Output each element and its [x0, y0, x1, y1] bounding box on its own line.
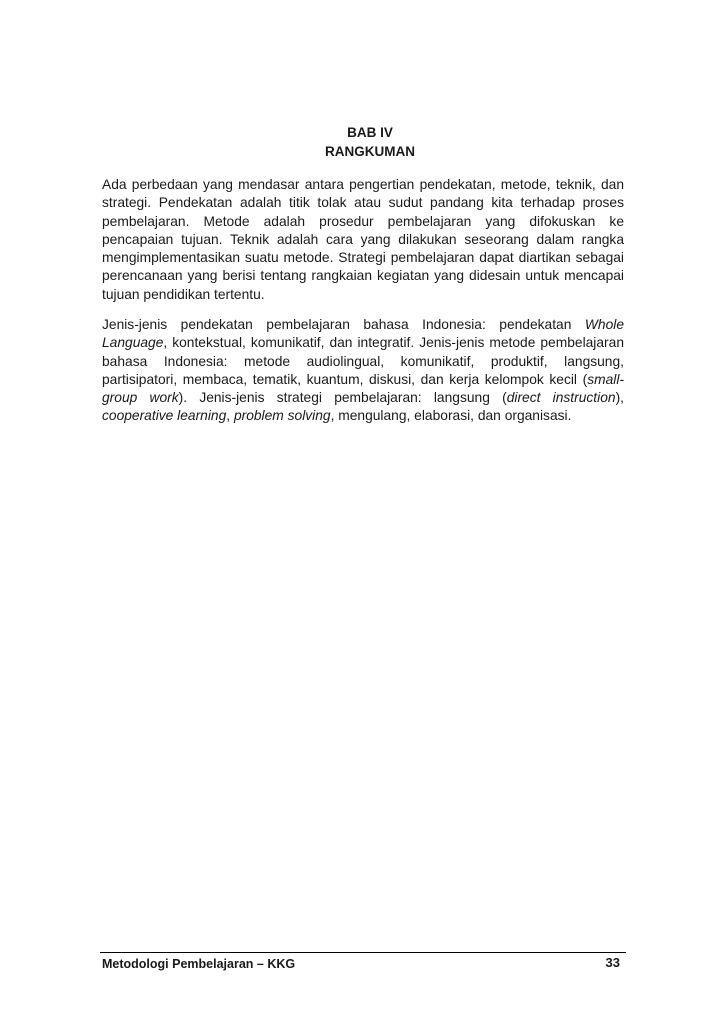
summary-paragraph-2: [102, 316, 624, 426]
paragraph-2-text: , kontekstual, komunikatif, dan integratif. Jenis-jenis metode pembelajaran bahasa Indonesia: metode audiolingual, komunikatif, produktif, langsung, partisipatori, membaca, tematik, kuantum, diskusi, dan kerja kelompok kecil (: [102, 335, 624, 387]
paragraph-2-text: ). Jenis-jenis strategi pembelajaran: langsung (: [178, 390, 507, 406]
footer-title: Metodologi Pembelajaran – KKG: [102, 957, 296, 971]
summary-paragraph-1: Ada perbedaan yang mendasar antara pengertian pendekatan, metode, teknik, dan strategi. Pendekatan adalah titik tolak atau sudut pandang kita terhadap proses pembelajaran. Metode adalah prosedur pembelajaran yang difokuskan ke pencapaian tujuan. Teknik adalah cara yang dilakukan seseorang dalam rangka mengimplementasikan suatu metode. Strategi pembelajaran dapat diartikan sebagai perencanaan yang berisi tentang rangkaian kegiatan yang didesain untuk mencapai tujuan pendidikan tertentu.: [102, 177, 624, 302]
footer-divider: [100, 952, 626, 953]
paragraph-2-text: Jenis-jenis pendekatan pembelajaran bahasa Indonesia: pendekatan: [102, 317, 585, 332]
term-whole-language: Whole Language: [102, 317, 624, 351]
paragraph-2-text: , mengulang, elaborasi, dan organisasi.: [330, 408, 572, 424]
page-number: 33: [605, 955, 620, 970]
paragraph-2-text: ),: [615, 390, 624, 406]
term-small-group-work: small-group work: [102, 371, 624, 406]
term-cooperative-learning: cooperative learning: [102, 408, 227, 424]
term-problem-solving: problem solving: [233, 408, 331, 424]
chapter-title: RANGKUMAN: [325, 144, 415, 159]
paragraph-2-text: ,: [226, 408, 234, 424]
chapter-number: BAB IV: [347, 125, 393, 140]
term-direct-instruction: direct instruction: [506, 390, 616, 406]
